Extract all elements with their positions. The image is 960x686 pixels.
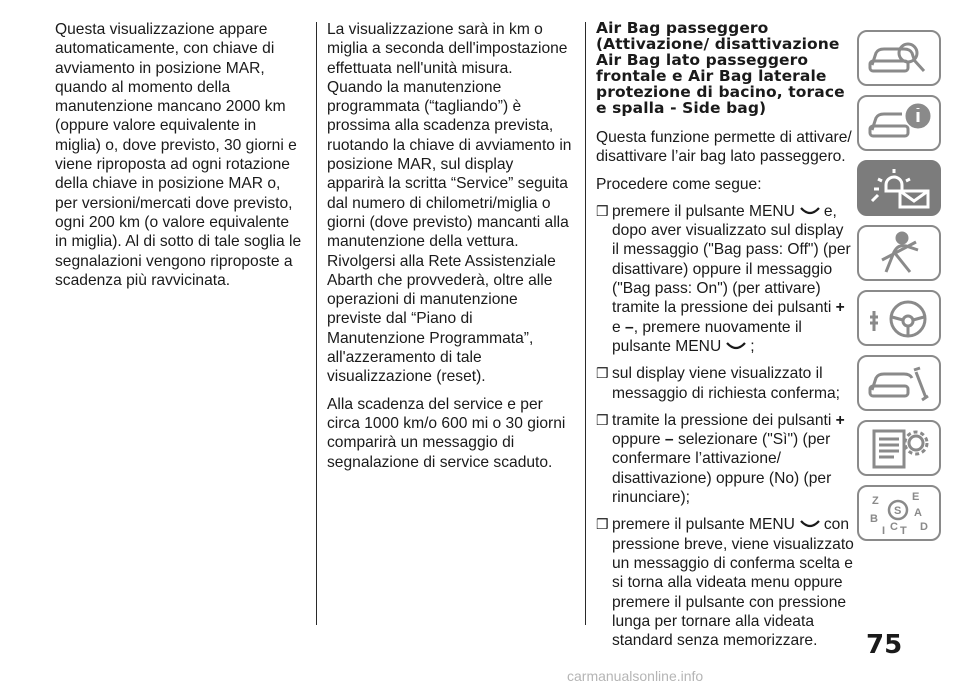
menu-button-icon [725, 342, 747, 352]
index-letter: A [914, 507, 922, 519]
bullet-mark: ❒ [596, 411, 609, 428]
menu-button-icon [799, 207, 821, 217]
list-item: ❒ sul display viene visualizzato il messaggio di richiesta conferma; [596, 365, 840, 402]
index-letter: S [894, 505, 902, 517]
column-right [596, 20, 854, 658]
bullet-mark: ❒ [596, 365, 609, 382]
bullet-mark: ❒ [596, 516, 609, 533]
list-item: ❒ tramite la pressione dei pulsanti + oppure – selezionare ("Sì") (per confermare l’attivazione/ disattivazione) oppure (No) (per rinunciare); [596, 411, 845, 507]
tab-safety[interactable] [857, 225, 941, 281]
intro-paragraph: Questa funzione permette di attivare/ disattivare l’air bag lato passeggero. [596, 129, 852, 166]
watermark: carmanualsonline.info [567, 668, 704, 684]
tab-starting-driving[interactable] [857, 290, 941, 346]
list-item: ❒ premere il pulsante MENU con pressione breve, viene visualizzato un messaggio di conferma scelta e si torna alla videata menu oppure premere il pulsante con pressione lunga per tornare alla videata standard senza memorizzare. [596, 516, 854, 650]
tab-index[interactable] [857, 485, 941, 541]
tab-warning-lights[interactable] [857, 160, 941, 216]
column-divider-1 [316, 22, 317, 625]
service-display-paragraph: La visualizzazione sarà in km o miglia a seconda dell'impostazione effettuata nell'unità misura. Quando la manutenzione programmata (“tagliando”) è prossima alla scadenza prevista, ruotando la chiave di avviamento in posizione MAR, sul display apparirà la scritta “Service” seguita dal numero di chilometri/miglia o giorni (dove previsto) mancanti alla manutenzione della vettura. Rivolgersi alla Rete Assistenziale Abarth che provvederà, oltre alle operazioni di manutenzione previste dal “Piano di Manutenzione Programmata”, all'azzeramento di tale visualizzazione (reset). [327, 21, 572, 386]
menu-button-icon [799, 520, 821, 530]
index-letter: C [890, 521, 898, 533]
index-letter: B [870, 513, 878, 525]
alphabet-index-icon [864, 490, 934, 536]
document-gear-icon [864, 425, 934, 471]
index-letter: E [912, 491, 920, 503]
car-info-icon [864, 100, 934, 146]
index-letter: I [882, 525, 886, 536]
tab-knowing-car[interactable] [857, 30, 941, 86]
column-divider-2 [585, 22, 586, 625]
warning-light-envelope-icon [864, 165, 934, 211]
tab-maintenance[interactable] [857, 420, 941, 476]
tab-instruments[interactable] [857, 95, 941, 151]
tab-emergency[interactable] [857, 355, 941, 411]
page-number: 75 [866, 630, 903, 660]
car-search-icon [864, 35, 934, 81]
service-paragraph: Questa visualizzazione appare automaticamente, con chiave di avviamento in posizione MAR, quando al momento della manutenzione mancano 2000 km (oppure valore equivalente in miglia) o, dove previsto, 30 giorni e viene riproposta ad ogni rotazione della chiave in posizione MAR o, per versioni/mercati dove previsto, ogni 200 km (o valore equivalente in miglia). Al di sotto di tale soglia le segnalazioni vengono riproposte a scadenza più ravvicinata. [55, 21, 302, 289]
index-letter: D [920, 521, 928, 533]
section-heading: Air Bag passeggero (Attivazione/ disattivazione Air Bag lato passeggero frontale e Air Bag laterale protezione di bacino, torace e spalla - Side bag) [596, 19, 845, 117]
bullet-mark: ❒ [596, 202, 609, 219]
procedure-label: Procedere come segue: [596, 175, 762, 193]
index-letter: T [900, 525, 907, 536]
chapter-tabs [857, 30, 941, 550]
column-middle [327, 20, 572, 480]
column-left [55, 20, 305, 298]
car-wrench-icon [864, 360, 934, 406]
steering-wheel-key-icon [864, 295, 934, 341]
index-letter: Z [872, 495, 879, 507]
seatbelt-person-icon [864, 230, 934, 276]
service-expired-paragraph: Alla scadenza del service e per circa 1000 km/o 600 mi o 30 giorni comparirà un messaggio di segnalazione di service scaduto. [327, 395, 566, 471]
list-item: ❒ premere il pulsante MENU e, dopo aver visualizzato sul display il messaggio ("Bag pass: Off") (per disattivare) oppure il messaggio ("Bag pass: On") (per attivare) tramite la pressione dei pulsanti + e –, premere nuovamente il pulsante MENU ; [596, 202, 851, 355]
